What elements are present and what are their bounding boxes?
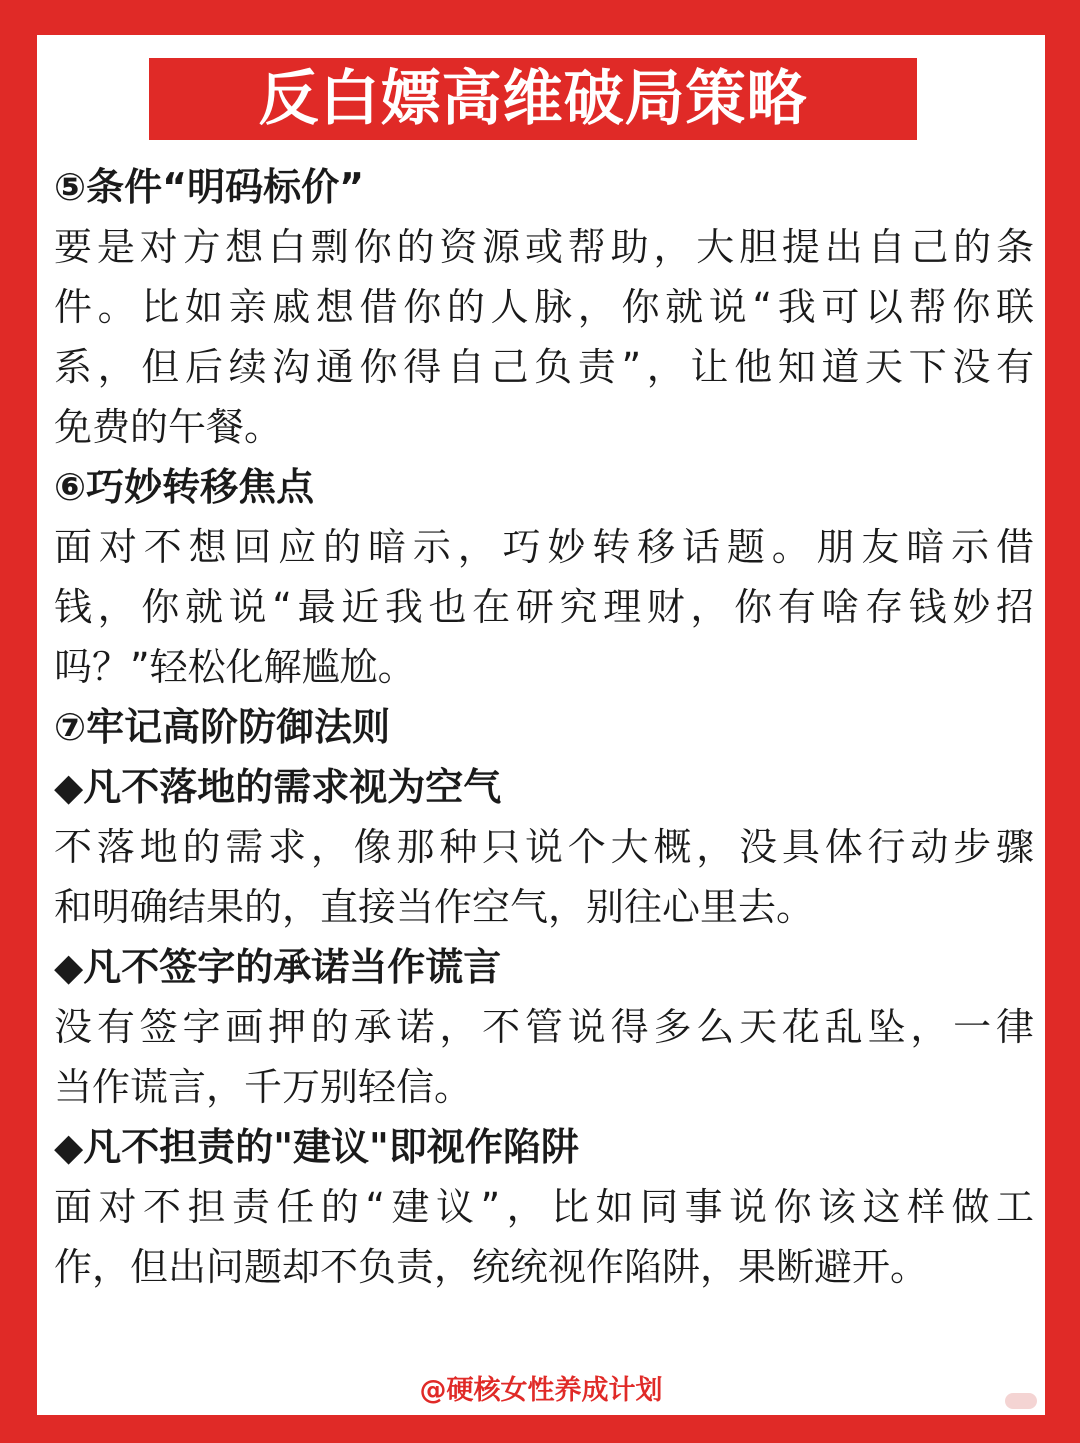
paragraph-line: 没有签字画押的承诺，不管说得多么天花乱坠，一律 [54, 1005, 1034, 1049]
author-watermark: @硬核女性养成计划 [419, 1375, 663, 1406]
paragraph-line: 吗？”轻松化解尴尬。 [54, 645, 416, 689]
section-heading: ◆凡不担责的"建议"即视作陷阱 [54, 1125, 579, 1169]
section-heading: ◆凡不签字的承诺当作谎言 [54, 945, 502, 989]
paragraph-line: 和明确结果的，直接当作空气，别往心里去。 [54, 885, 815, 929]
section-heading: ◆凡不落地的需求视为空气 [54, 765, 502, 809]
article-body [54, 157, 1034, 1297]
paragraph-line: 面对不担责任的“建议”，比如同事说你该这样做工 [54, 1185, 1034, 1229]
page-title: 反白嫖高维破局策略 [258, 64, 808, 134]
paragraph-line: 作，但出问题却不负责，统统视作陷阱，果断避开。 [54, 1245, 929, 1289]
content-card [37, 35, 1045, 1415]
paragraph-line: 钱，你就说“最近我也在研究理财，你有啥存钱妙招 [54, 585, 1034, 629]
paragraph-line: 面对不想回应的暗示，巧妙转移话题。朋友暗示借 [54, 525, 1034, 569]
paragraph-line: 当作谎言，千万别轻信。 [54, 1065, 473, 1109]
paragraph-line: 件。比如亲戚想借你的人脉，你就说“我可以帮你联 [54, 285, 1034, 329]
paragraph-line: 系，但后续沟通你得自己负责”，让他知道天下没有 [54, 345, 1034, 389]
section-heading: ⑦牢记高阶防御法则 [54, 705, 391, 749]
platform-stamp-icon [1005, 1393, 1037, 1409]
section-heading: ⑥巧妙转移焦点 [54, 465, 315, 509]
paragraph-line: 不落地的需求，像那种只说个大概，没具体行动步骤 [54, 825, 1034, 869]
paragraph-line: 免费的午餐。 [54, 405, 283, 449]
paragraph-line: 要是对方想白剽你的资源或帮助，大胆提出自己的条 [54, 225, 1034, 269]
section-heading: ⑤条件“明码标价” [54, 165, 365, 209]
title-banner [149, 58, 917, 140]
